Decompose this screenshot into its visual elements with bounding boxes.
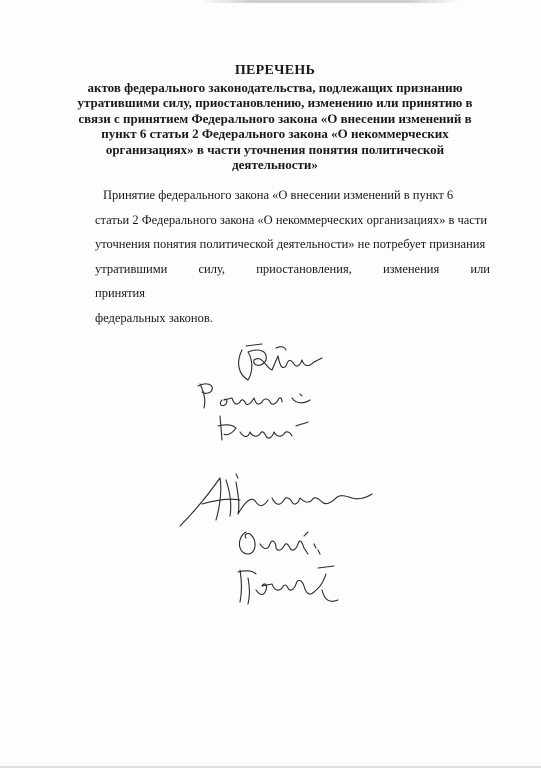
document-subtitle-line: деятельности»: [232, 157, 318, 172]
handwritten-signature-4-icon: [176, 470, 376, 530]
scan-edge-artifact: [200, 0, 460, 3]
document-body: [95, 183, 490, 330]
document-subtitle-line: утратившими силу, приостановлению, изменению или принятию в: [77, 95, 473, 110]
document-title: ПЕРЕЧЕНЬ: [234, 63, 316, 78]
body-line: Принятие федерального закона «О внесении изменений в пункт 6: [103, 188, 454, 202]
document-subtitle-line: организациях» в части уточнения понятия политической: [105, 141, 445, 157]
handwritten-signature-3-icon: [212, 412, 312, 446]
body-line: уточнения понятия политической деятельности» не потребует признания: [95, 237, 486, 251]
body-line: федеральных законов.: [95, 310, 213, 325]
handwritten-signature-6-icon: [234, 560, 344, 610]
document-subtitle-line: пункт 6 статьи 2 Федерального закона «О некоммерческих: [101, 126, 449, 141]
document-subtitle-line: связи с принятием Федерального закона «О внесении изменений в: [78, 110, 472, 126]
body-line: статьи 2 Федерального закона «О некоммерческих организациях» в части: [95, 212, 488, 227]
document-heading: [60, 63, 490, 173]
body-line: утратившими силу, приостановления, изменения или принятия: [95, 261, 490, 300]
handwritten-signature-5-icon: [234, 524, 334, 564]
document-subtitle-line: актов федерального законодательства, подлежащих признанию: [87, 79, 463, 95]
